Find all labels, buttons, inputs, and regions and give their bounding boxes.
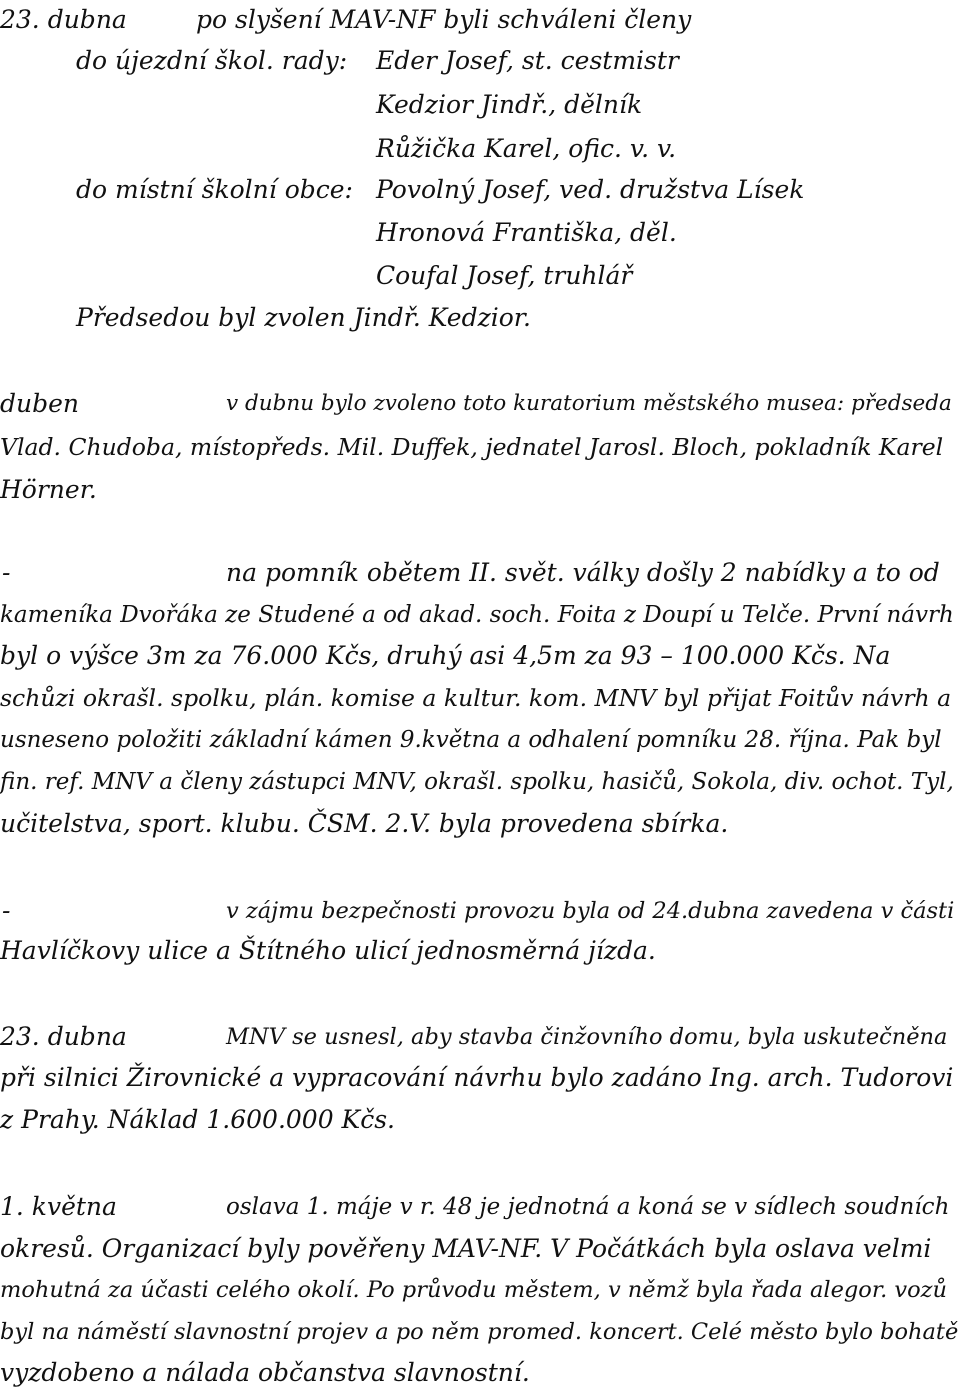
board-member: Eder Josef, st. cestmistr	[376, 46, 679, 75]
entry6-line: okresů. Organizací byly pověřeny MAV-NF. V Počátkách byla oslava velmi	[0, 1234, 932, 1263]
entry5-line: z Prahy. Náklad 1.600.000 Kčs.	[0, 1105, 396, 1134]
entry6-date: 1. května	[0, 1192, 117, 1221]
entry4-date: -	[2, 896, 11, 925]
entry3-line: na pomník obětem II. svět. války došly 2 nabídky a to od	[226, 558, 940, 587]
entry4-line: Havlíčkovy ulice a Štítného ulicí jednosměrná jízda.	[0, 936, 656, 965]
entry6-line: mohutná za účasti celého okolí. Po průvodu městem, v němž byla řada alegor. vozů	[0, 1277, 948, 1303]
community-member: Povolný Josef, ved. družstva Lísek	[376, 175, 805, 204]
entry2-line: Vlad. Chudoba, místopředs. Mil. Duffek, jednatel Jarosl. Bloch, pokladník Karel	[0, 433, 944, 461]
entry3-line: schůzi okrašl. spolku, plán. komise a kultur. kom. MNV byl přijat Foitův návrh a	[0, 684, 952, 712]
community-member: Hronová Františka, děl.	[376, 218, 677, 247]
entry2-line: Hörner.	[0, 475, 97, 504]
entry2-date: duben	[0, 389, 80, 418]
entry3-line: fin. ref. MNV a členy zástupci MNV, okrašl. spolku, hasičů, Sokola, div. ochot. Tyl,	[0, 769, 954, 795]
entry3-line: usneseno položiti základní kámen 9.května a odhalení pomníku 28. října. Pak byl	[0, 727, 942, 753]
entry3-line: kameníka Dvořáka ze Studené a od akad. soch. Foita z Doupí u Telče. První návrh	[0, 602, 954, 628]
community-member: Coufal Josef, truhlář	[376, 261, 633, 290]
entry1-chair: Předsedou byl zvolen Jindř. Kedzior.	[76, 303, 531, 332]
entry6-line: byl na náměstí slavnostní projev a po něm promed. koncert. Celé město bylo bohatě	[0, 1319, 959, 1345]
entry3-line: učitelstva, sport. klubu. ČSM. 2.V. byla provedena sbírka.	[0, 809, 729, 838]
entry3-date: -	[2, 558, 11, 587]
entry3-line: byl o výšce 3m za 76.000 Kčs, druhý asi 4,5m za 93 – 100.000 Kčs. Na	[0, 641, 891, 670]
entry5-date: 23. dubna	[0, 1022, 127, 1051]
entry1-date: 23. dubna	[0, 5, 127, 34]
entry1-label-school-board: do újezdní škol. rady:	[76, 46, 348, 75]
entry1-label-school-community: do místní školní obce:	[76, 175, 353, 204]
board-member: Kedzior Jindř., dělník	[376, 90, 643, 119]
board-member: Růžička Karel, ofic. v. v.	[376, 134, 677, 163]
entry2-line: v dubnu bylo zvoleno toto kuratorium městského musea: předseda	[226, 391, 952, 416]
entry1-intro: po slyšení MAV-NF byli schváleni členy	[196, 5, 692, 34]
entry6-line: oslava 1. máje v r. 48 je jednotná a koná se v sídlech soudních	[226, 1194, 950, 1220]
entry6-line: vyzdobeno a nálada občanstva slavnostní.	[0, 1358, 530, 1387]
entry4-line: v zájmu bezpečnosti provozu byla od 24.dubna zavedena v části	[226, 898, 955, 924]
entry5-line: MNV se usnesl, aby stavba činžovního domu, byla uskutečněna	[226, 1024, 948, 1050]
entry5-line: při silnici Žirovnické a vypracování návrhu bylo zadáno Ing. arch. Tudorovi	[0, 1063, 954, 1092]
